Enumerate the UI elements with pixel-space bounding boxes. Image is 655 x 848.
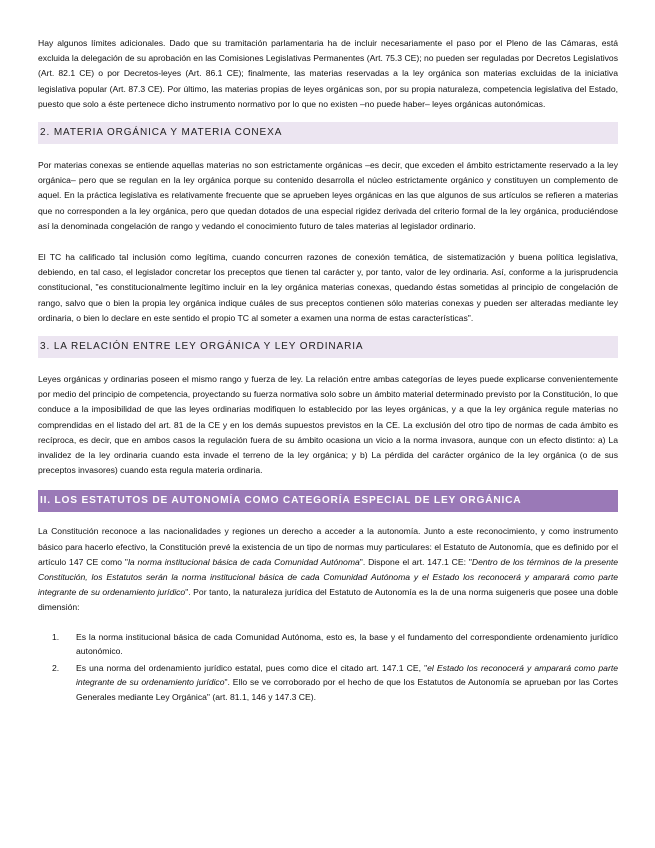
text-run: Es una norma del ordenamiento jurídico estatal, pues como dice el citado art. 147.1 CE, " bbox=[76, 662, 428, 673]
text-run: La Constitución reconoce a las nacionalidades y regiones un derecho a acceder a la autonomía. Junto a este reconocimiento, y como instrumento básico para hacerlo efectivo, la Constitución prevé la existencia de un tipo de normas muy particulares: el Estatuto de Autonomía, que es definido por el artículo 147 CE como " bbox=[38, 526, 618, 567]
section3-paragraph-1: Leyes orgánicas y ordinarias poseen el mismo rango y fuerza de ley. La relación entre ambas categorías de leyes puede explicarse convenientemente por medio del principio de competencia, proyectando su fuerza normativa solo sobre un ámbito material determinado previsto por la Constitución, lo que conduce a la imposibilidad de que las leyes ordinarias modifiquen lo establecido por las leyes orgánicas, y a que la ley orgánica regule materias no comprendidas en el listado del art. 81 de la CE y en los demás supuestos previstos en la CE. La exclusión del otro tipo de normas de cada ámbito es recíproca, es decir, que en ambos casos la regulación fuera de su ámbito ocasiona un vicio a la norma invasora, aunque con un efecto distinto: a) La invalidez de la ley ordinaria cuando esta invade el terreno de la ley orgánica; y b) La pérdida del carácter orgánico de la ley orgánica (o de sus preceptos invasores) cuando esta regula materia ordinaria. bbox=[38, 374, 618, 476]
intro-paragraph: Hay algunos límites adicionales. Dado que su tramitación parlamentaria ha de incluir necesariamente el paso por el Pleno de las Cámaras, está excluida la delegación de su aprobación en las Comisiones Legislativas Permanentes (Art. 75.3 CE); no pueden ser reguladas por Decretos Legislativos (Art. 82.1 CE) o por Decretos-leyes (Art. 86.1 CE); finalmente, las materias reservadas a la ley orgánica son materias excluidas de la iniciativa legislativa popular (Art. 87.3 CE). Por último, las materias propias de leyes orgánicas son, por su propia naturaleza, competencia legislativa del Estado, puesto que solo a éste pertenece dicho instrumento normativo por lo que no existen –no puede haber– leyes orgánicas autonómicas. bbox=[38, 38, 618, 109]
chapter-heading-estatutos: II. LOS ESTATUTOS DE AUTONOMÍA COMO CATEGORÍA ESPECIAL DE LEY ORGÁNICA bbox=[38, 490, 618, 512]
list-item bbox=[38, 661, 618, 705]
section2-paragraph-2: El TC ha calificado tal inclusión como legítima, cuando concurren razones de conexión temática, de sistematización y buena política legislativa, debiendo, en tal caso, el legislador concretar los preceptos que tienen tal carácter y, por tanto, valor de ley ordinaria. Así, conforme a la jurisprudencia constitucional, "es constitucionalmente legítimo incluir en la ley orgánica materias conexas, quedando éstas sometidas al principio de congelación de rango, salvo que o bien la propia ley orgánica indique cuáles de sus preceptos contienen sólo materias conexas y pueden ser alteradas mediante ley ordinaria, o bien lo declare en este sentido el propio TC al someter a examen una norma de estas características". bbox=[38, 252, 618, 323]
list-text bbox=[76, 630, 618, 659]
text-run: ". Ello se ve corroborado por el hecho de que los Estatutos de Autonomía se aprueban por las Cortes Generales mediante Ley Orgánica" (art. 81.1, 146 y 147.3 CE). bbox=[76, 677, 618, 703]
section2-paragraph-1: Por materias conexas se entiende aquellas materias no son estrictamente orgánicas –es decir, que exceden el ámbito estrictamente reservado a la ley orgánica– pero que se regulan en la ley orgánica porque su contenido desarrolla el núcleo estrictamente orgánico y constituyen un complemento de aquel. En la práctica legislativa es relativamente frecuente que se aprueben leyes orgánicas en las que algunos de sus artículos se refieren a materias que no corresponden a la ley orgánica, pero que quedan dotados de una especial rigidez derivada del criterio formal de la ley orgánica, produciéndose así la denominada congelación de rango y vedando el conocimiento futuro de tales materias al legislador ordinario. bbox=[38, 160, 618, 231]
dimension-list bbox=[38, 630, 618, 705]
paragraph-gap bbox=[38, 234, 618, 250]
text-run: ". Dispone el art. 147.1 CE: " bbox=[359, 556, 472, 567]
section-heading-materia-organica: 2. MATERIA ORGÁNICA Y MATERIA CONEXA bbox=[38, 122, 618, 144]
list-item bbox=[38, 630, 618, 659]
section-heading-relacion-leyes: 3. LA RELACIÓN ENTRE LEY ORGÁNICA Y LEY ORDINARIA bbox=[38, 336, 618, 358]
list-number: 2. bbox=[52, 662, 60, 673]
list-number: 1. bbox=[52, 631, 60, 642]
quote-italic: Dentro de los términos de la presente Constitución, los Estatutos serán la norma institucional básica de cada Comunidad Autónoma y el Estado los reconocerá y amparará como parte integrante de su ordenamiento jurídico bbox=[38, 556, 619, 598]
text-run: Es la norma institucional básica de cada Comunidad Autónoma, esto es, la base y el fundamento del correspondiente ordenamiento jurídico autonómico. bbox=[76, 631, 618, 657]
list-text bbox=[76, 661, 618, 705]
quote-italic: el Estado los reconocerá y amparará como parte integrante de su ordenamiento jurídico bbox=[76, 662, 618, 688]
quote-italic: la norma institucional básica de cada Comunidad Autónoma bbox=[127, 556, 360, 567]
text-run: ". Por tanto, la naturaleza jurídica del Estatuto de Autonomía es la de una norma suigeneris que posee una doble dimensión: bbox=[38, 587, 618, 613]
document-page bbox=[38, 36, 618, 707]
sectionII-paragraph-1 bbox=[38, 524, 618, 615]
